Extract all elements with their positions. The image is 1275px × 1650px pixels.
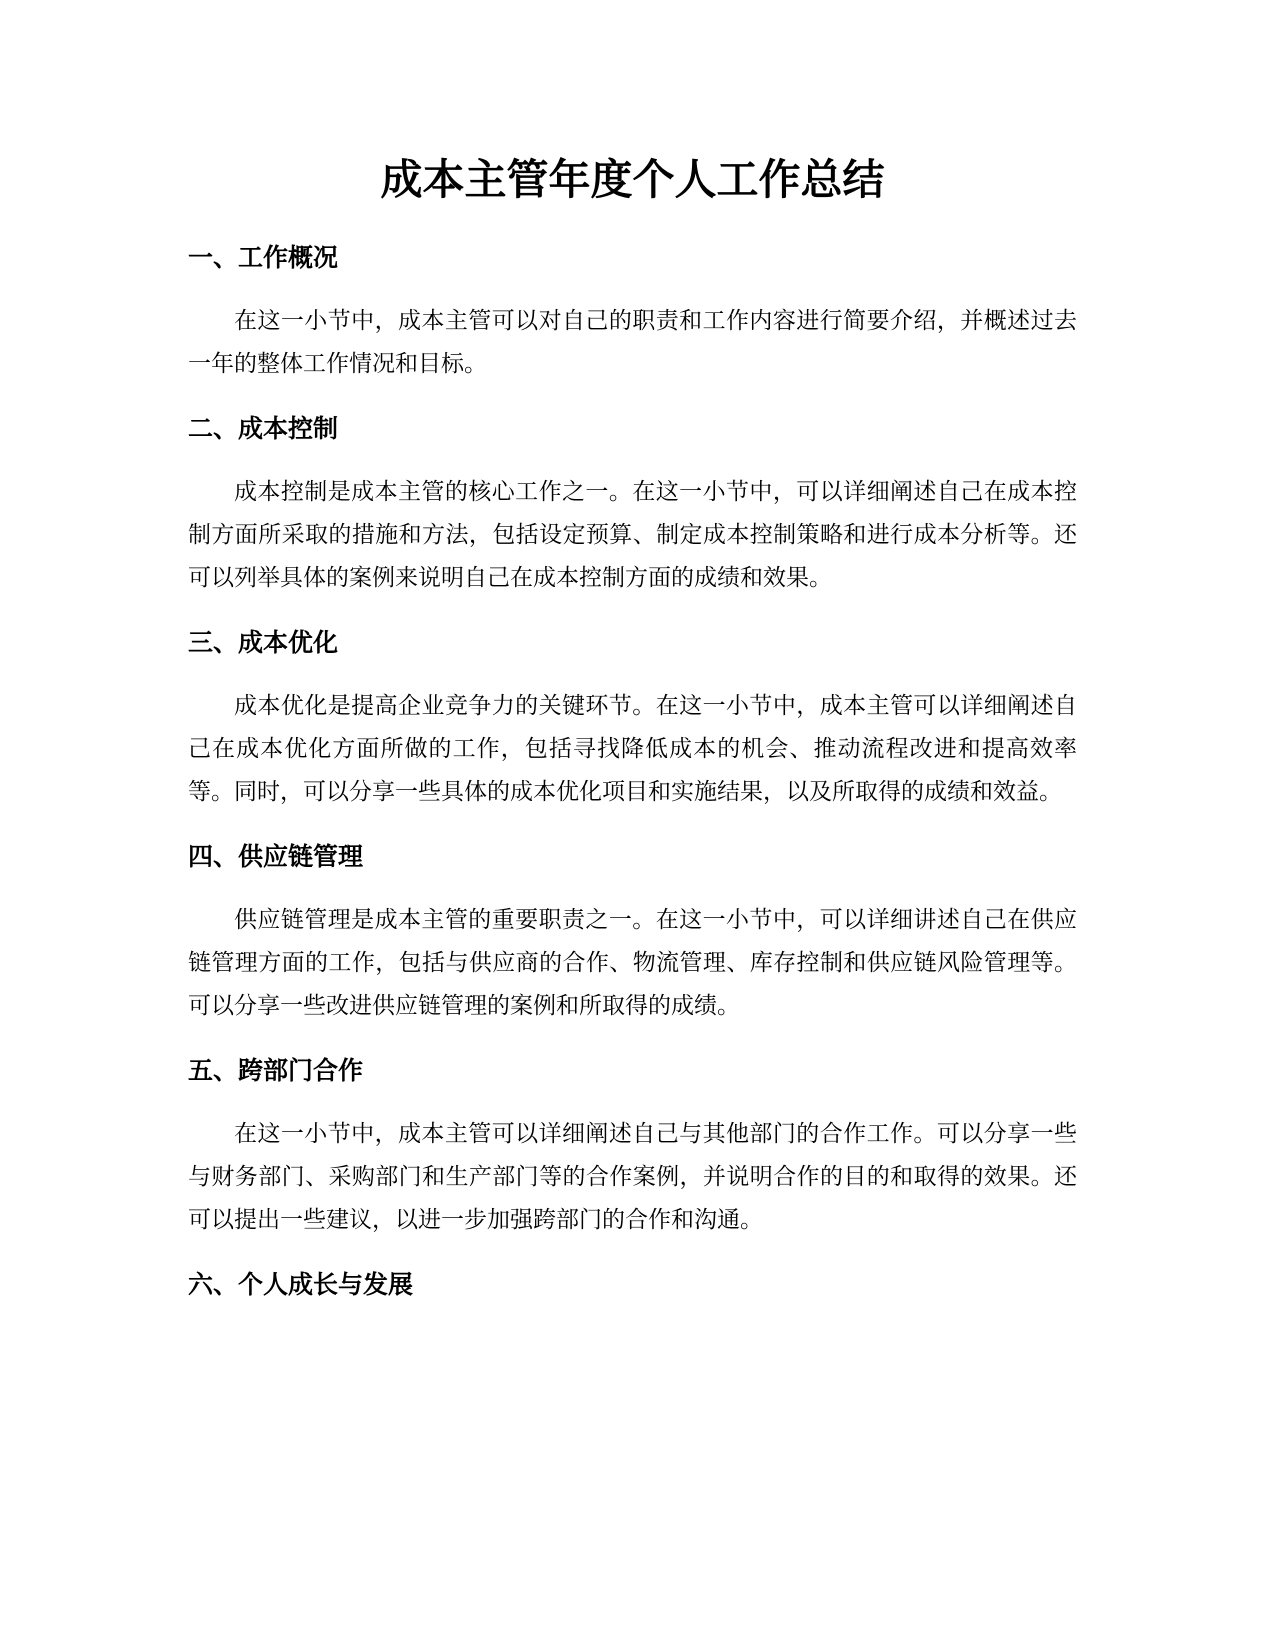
section-paragraph: 成本控制是成本主管的核心工作之一。在这一小节中，可以详细阐述自己在成本控制方面所采取的措施和方法，包括设定预算、制定成本控制策略和进行成本分析等。还可以列举具体的案例来说明自己在成本控制方面的成绩和效果。 <box>188 479 1077 591</box>
section-paragraph: 成本优化是提高企业竞争力的关键环节。在这一小节中，成本主管可以详细阐述自己在成本优化方面所做的工作，包括寻找降低成本的机会、推动流程改进和提高效率等。同时，可以分享一些具体的成本优化项目和实施结果，以及所取得的成绩和效益。 <box>188 693 1077 805</box>
section-paragraph: 在这一小节中，成本主管可以对自己的职责和工作内容进行简要介绍，并概述过去一年的整体工作情况和目标。 <box>188 308 1077 377</box>
document-title: 成本主管年度个人工作总结 <box>380 155 885 204</box>
section-heading: 五、跨部门合作 <box>188 1056 364 1085</box>
section-personal-growth <box>188 1267 1077 1303</box>
section-heading: 六、个人成长与发展 <box>188 1270 414 1299</box>
section-supply-chain <box>188 839 1077 1028</box>
section-cost-optimization <box>188 625 1077 814</box>
section-work-overview <box>188 240 1077 386</box>
section-heading: 四、供应链管理 <box>188 842 364 871</box>
section-cross-department <box>188 1053 1077 1242</box>
section-cost-control <box>188 411 1077 600</box>
section-heading: 一、工作概况 <box>188 243 339 272</box>
section-heading: 三、成本优化 <box>188 628 339 657</box>
section-heading: 二、成本控制 <box>188 414 339 443</box>
section-paragraph: 供应链管理是成本主管的重要职责之一。在这一小节中，可以详细讲述自己在供应链管理方面的工作，包括与供应商的合作、物流管理、库存控制和供应链风险管理等。可以分享一些改进供应链管理的案例和所取得的成绩。 <box>188 907 1077 1019</box>
section-paragraph: 在这一小节中，成本主管可以详细阐述自己与其他部门的合作工作。可以分享一些与财务部门、采购部门和生产部门等的合作案例，并说明合作的目的和取得的效果。还可以提出一些建议，以进一步加强跨部门的合作和沟通。 <box>188 1121 1077 1233</box>
